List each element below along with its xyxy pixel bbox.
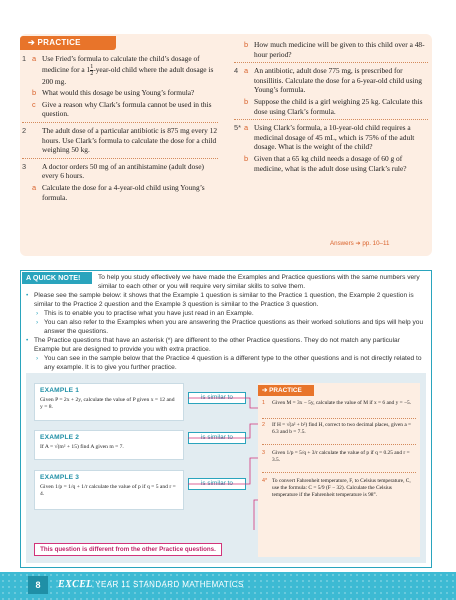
quick-note-sub-2: › You can also refer to the Examples when you are answering the Practice questions as their worked solutions and tips will help you answer the questions. [26,318,426,336]
divider [262,418,416,419]
quick-note-intro: To help you study effectively we have made the Examples and Practice questions with the same numbers very similar to each other or you will require very similar skills to solve them. [98,274,420,290]
divider [262,444,416,445]
practice-sample-4: 4* To convert Fahrenheit temperature, F, to Celsius temperature, C, use the formula: C = 5/9 (F − 32). Calculate the Celsius temperature if the Fahrenheit temperature is 98°. [262,478,411,499]
divider [234,62,428,63]
footer-title [58,578,244,592]
example-card-1: EXAMPLE 1 Given P = 2x + 2y, calculate the value of P given x = 12 and y = 8. [34,383,184,421]
quick-note-bullet-2: • The Practice questions that have an asterisk (*) are different to the other Practice questions. They do not match any particular Example but are designed to provide you with extra practice. [26,336,426,354]
practice-sample-heading: ➔ PRACTICE [258,385,314,396]
similar-label-1: is similar to [188,392,246,404]
practice-question-3b: b How much medicine will be given to this child over a 48-hour period? [244,40,425,59]
different-question-note: This question is different from the other Practice questions. [34,543,222,556]
book-title: YEAR 11 STANDARD MATHEMATICS [95,580,244,589]
practice-heading: ➔ PRACTICE [20,36,116,50]
page-number: 8 [28,576,48,594]
quick-note-bullet-1: • Please see the sample below: it shows that the Example 1 question is similar to the Practice 1 question, the Example 2 question is similar to the Practice 2 question and the Example 3 question is similar to the Practice 3 question. [26,291,426,309]
example-card-2: EXAMPLE 2 If A = √(m² + 15) find A given m = 7. [34,430,184,460]
practice-question-5a: 5* a Using Clark’s formula, a 10-year-old child requires a medicinal dosage of 45 mL, which is 75% of the adult dosage. What is the weight of the child? [234,123,415,152]
practice-question-4b: b Suppose the child is a girl weighing 25 kg. Calculate this dose using Clark’s formula. [244,96,423,116]
divider [262,472,416,473]
connector-lines [184,380,264,530]
practice-question-5b: b Given that a 65 kg child needs a dosage of 60 g of medicine, what is the adult dose using Clark’s rule? [244,153,407,173]
practice-sample-panel [258,383,420,557]
practice-question-1c: c Give a reason why Clark’s formula cannot be used in this question. [32,99,212,119]
practice-sample-3: 3 Given 1/p = 5/q + 3/r calculate the value of p if q = 0.25 and r = 3.5. [262,450,410,464]
practice-question-3: 3 A doctor orders 50 mg of an antihistamine (adult dose) every 6 hours. [22,161,204,181]
practice-question-4a: 4 a An antibiotic, adult dose 775 mg, is prescribed for tonsillitis. Calculate the dose for a 6-year-old child using Young’s formula. [234,66,422,95]
practice-question-2: 2 The adult dose of a particular antibiotic is 875 mg every 12 hours. Use Clark’s formula to calculate the dose for a child weighing 50 kg. [22,125,218,155]
fraction-one-half: $\frac{1}{2}$ [90,63,94,77]
example-card-3: EXAMPLE 3 Given 1/p = 1/q + 1/r calculate the value of p if q = 5 and r = 4. [34,470,184,510]
practice-sample-1: 1 Given M = 3x − 5y, calculate the value of M if x = 6 and y = −5. [262,400,412,406]
practice-left-column [22,54,218,202]
practice-question-1b: b What would this dosage be using Young’s formula? [32,88,195,98]
practice-question-1a: 1 a Use Fried’s formula to calculate the child’s dosage of medicine for a 1 $\frac{1}{2}$ -year-old child where the adult dosage is 200 mg. [22,54,214,86]
divider [234,119,428,120]
answers-link[interactable]: Answers ➔ pp. 10–11 [330,240,390,247]
divider [22,122,218,123]
divider [22,158,218,159]
practice-right-column [234,40,428,173]
similar-label-3: is similar to [188,478,246,490]
quick-note-sub-3: › You can see in the sample below that the Practice 4 question is a different type to the other questions and is not directly related to any example. It is to give you further practice. [26,354,426,372]
similar-label-2: is similar to [188,432,246,444]
quick-note-text [26,273,426,372]
practice-sample-2: 2 If H = √(a² + b²) find H, correct to two decimal places, given a = 6.3 and b = 7.5. [262,422,412,436]
practice-question-3a: a Calculate the dose for a 4-year-old child using Young’s formula. [32,182,205,202]
quick-note-sub-1: › This is to enable you to practise what you have just read in an Example. [26,309,426,318]
brand-name: EXCEL [58,579,93,590]
quick-note-heading: A QUICK NOTE! [22,272,92,284]
